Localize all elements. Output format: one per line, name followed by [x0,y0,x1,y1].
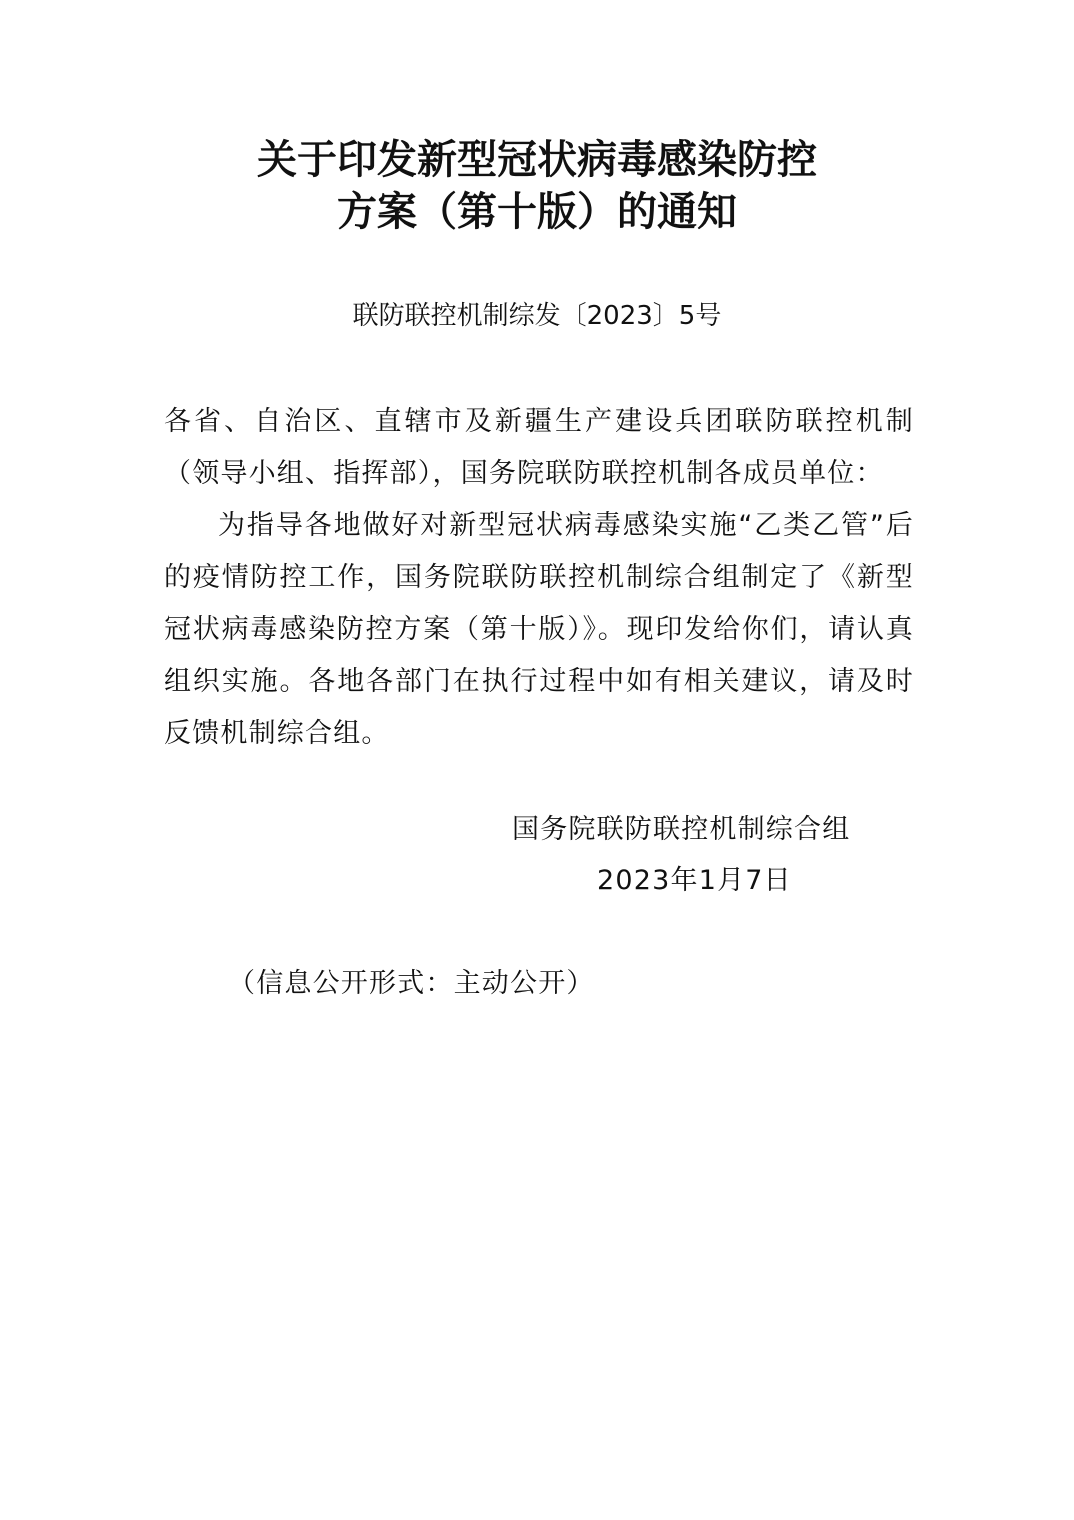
body-paragraph: 为指导各地做好对新型冠状病毒感染实施“乙类乙管”后的疫情防控工作，国务院联防联控机制综合组制定了《新型冠状病毒感染防控方案（第十版）》。现印发给你们，请认真组织实施。各地各部门在执行过程中如有相关建议，请及时反馈机制综合组。 [164,510,914,749]
document-title-line-1: 关于印发新型冠状病毒感染防控 [257,136,817,183]
signature-date: 2023年1月7日 [597,865,792,896]
disclosure-note: （信息公开形式：主动公开） [228,968,595,999]
signature-organization: 国务院联防联控机制综合组 [512,814,851,845]
document-number: 联防联控机制综发〔2023〕5号 [352,301,722,331]
document-title-line-2: 方案（第十版）的通知 [337,188,737,235]
addressee: 各省、自治区、直辖市及新疆生产建设兵团联防联控机制（领导小组、指挥部），国务院联防联控机制各成员单位： [164,406,914,489]
